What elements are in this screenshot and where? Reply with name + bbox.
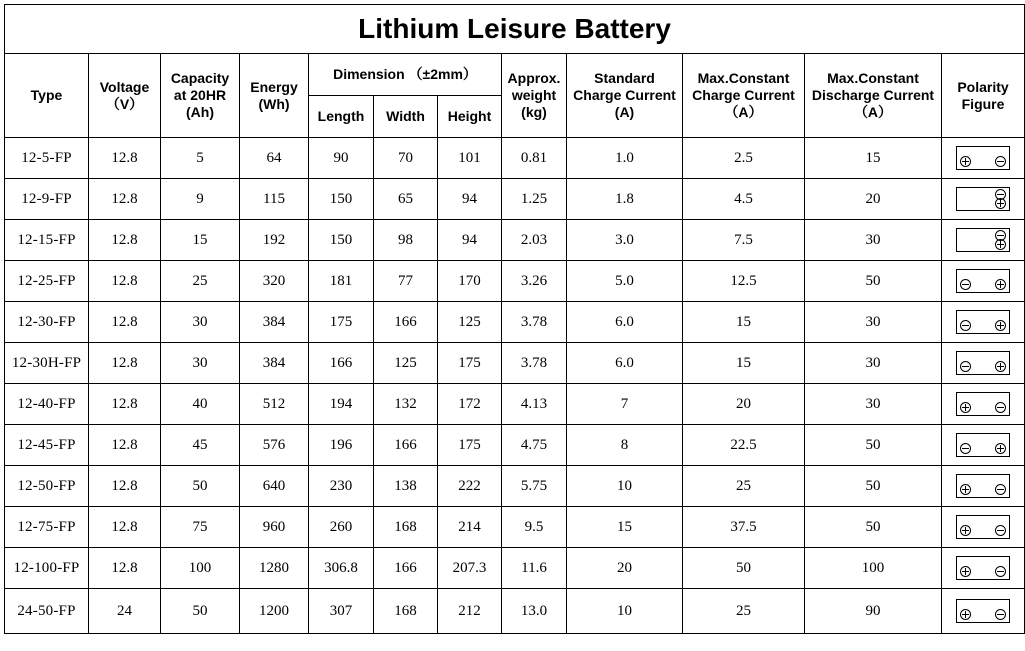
cell-energy: 1200 <box>240 589 309 634</box>
polarity-figure-icon <box>956 146 1010 170</box>
cell-width: 168 <box>374 507 438 548</box>
cell-voltage: 12.8 <box>89 220 161 261</box>
cell-std-charge: 1.0 <box>567 138 683 179</box>
polarity-figure-icon <box>956 599 1010 623</box>
negative-terminal-icon <box>960 443 971 454</box>
cell-max-discharge: 50 <box>805 507 942 548</box>
cell-type: 12-45-FP <box>5 425 89 466</box>
cell-width: 166 <box>374 425 438 466</box>
positive-terminal-icon <box>995 320 1006 331</box>
header-voltage: Voltage （V） <box>89 54 161 138</box>
cell-std-charge: 8 <box>567 425 683 466</box>
cell-height: 175 <box>438 425 502 466</box>
cell-max-discharge: 20 <box>805 179 942 220</box>
header-weight: Approx. weight (kg) <box>502 54 567 138</box>
cell-weight: 3.26 <box>502 261 567 302</box>
cell-type: 12-50-FP <box>5 466 89 507</box>
cell-length: 306.8 <box>309 548 374 589</box>
table-row <box>5 302 1025 343</box>
cell-max-discharge: 50 <box>805 261 942 302</box>
cell-length: 175 <box>309 302 374 343</box>
table-row <box>5 466 1025 507</box>
cell-type: 12-40-FP <box>5 384 89 425</box>
cell-polarity <box>942 220 1025 261</box>
cell-capacity: 15 <box>161 220 240 261</box>
table-body <box>5 138 1025 634</box>
cell-height: 175 <box>438 343 502 384</box>
polarity-figure-icon <box>956 228 1010 252</box>
table-row <box>5 261 1025 302</box>
table-row <box>5 548 1025 589</box>
cell-height: 214 <box>438 507 502 548</box>
cell-max-charge: 15 <box>683 302 805 343</box>
cell-std-charge: 10 <box>567 589 683 634</box>
cell-capacity: 25 <box>161 261 240 302</box>
positive-terminal-icon <box>995 239 1006 250</box>
cell-capacity: 45 <box>161 425 240 466</box>
cell-capacity: 5 <box>161 138 240 179</box>
polarity-figure-icon <box>956 269 1010 293</box>
table-row <box>5 138 1025 179</box>
cell-max-discharge: 30 <box>805 220 942 261</box>
cell-std-charge: 1.8 <box>567 179 683 220</box>
negative-terminal-icon <box>995 484 1006 495</box>
cell-length: 150 <box>309 179 374 220</box>
cell-weight: 4.13 <box>502 384 567 425</box>
negative-terminal-icon <box>995 525 1006 536</box>
table-row <box>5 589 1025 634</box>
cell-voltage: 24 <box>89 589 161 634</box>
cell-height: 94 <box>438 220 502 261</box>
cell-polarity <box>942 138 1025 179</box>
header-capacity: Capacity at 20HR (Ah) <box>161 54 240 138</box>
cell-std-charge: 10 <box>567 466 683 507</box>
cell-width: 132 <box>374 384 438 425</box>
cell-weight: 13.0 <box>502 589 567 634</box>
cell-energy: 512 <box>240 384 309 425</box>
cell-std-charge: 6.0 <box>567 302 683 343</box>
cell-max-discharge: 50 <box>805 425 942 466</box>
polarity-figure-icon <box>956 515 1010 539</box>
cell-height: 94 <box>438 179 502 220</box>
cell-weight: 1.25 <box>502 179 567 220</box>
cell-width: 70 <box>374 138 438 179</box>
cell-max-charge: 15 <box>683 343 805 384</box>
cell-max-charge: 25 <box>683 589 805 634</box>
polarity-figure-icon <box>956 351 1010 375</box>
cell-type: 12-75-FP <box>5 507 89 548</box>
cell-polarity <box>942 589 1025 634</box>
cell-energy: 1280 <box>240 548 309 589</box>
cell-type: 12-9-FP <box>5 179 89 220</box>
header-type: Type <box>5 54 89 138</box>
cell-weight: 9.5 <box>502 507 567 548</box>
cell-width: 166 <box>374 548 438 589</box>
cell-voltage: 12.8 <box>89 302 161 343</box>
header-energy: Energy (Wh) <box>240 54 309 138</box>
cell-weight: 0.81 <box>502 138 567 179</box>
cell-capacity: 40 <box>161 384 240 425</box>
cell-polarity <box>942 261 1025 302</box>
cell-width: 138 <box>374 466 438 507</box>
cell-voltage: 12.8 <box>89 507 161 548</box>
cell-std-charge: 5.0 <box>567 261 683 302</box>
cell-voltage: 12.8 <box>89 343 161 384</box>
cell-std-charge: 20 <box>567 548 683 589</box>
cell-height: 101 <box>438 138 502 179</box>
cell-max-charge: 7.5 <box>683 220 805 261</box>
cell-width: 125 <box>374 343 438 384</box>
cell-polarity <box>942 302 1025 343</box>
cell-width: 77 <box>374 261 438 302</box>
cell-voltage: 12.8 <box>89 548 161 589</box>
cell-polarity <box>942 384 1025 425</box>
positive-terminal-icon <box>960 525 971 536</box>
cell-weight: 3.78 <box>502 343 567 384</box>
cell-width: 168 <box>374 589 438 634</box>
cell-voltage: 12.8 <box>89 466 161 507</box>
positive-terminal-icon <box>995 361 1006 372</box>
cell-weight: 5.75 <box>502 466 567 507</box>
cell-width: 166 <box>374 302 438 343</box>
cell-height: 222 <box>438 466 502 507</box>
cell-polarity <box>942 507 1025 548</box>
cell-capacity: 100 <box>161 548 240 589</box>
cell-height: 207.3 <box>438 548 502 589</box>
polarity-figure-icon <box>956 392 1010 416</box>
cell-max-discharge: 30 <box>805 302 942 343</box>
cell-length: 194 <box>309 384 374 425</box>
header-width: Width <box>374 96 438 138</box>
cell-length: 150 <box>309 220 374 261</box>
table-row <box>5 507 1025 548</box>
cell-max-discharge: 30 <box>805 343 942 384</box>
cell-type: 12-25-FP <box>5 261 89 302</box>
cell-width: 98 <box>374 220 438 261</box>
cell-max-charge: 12.5 <box>683 261 805 302</box>
polarity-figure-icon <box>956 474 1010 498</box>
cell-max-discharge: 90 <box>805 589 942 634</box>
table-row <box>5 179 1025 220</box>
cell-energy: 192 <box>240 220 309 261</box>
cell-height: 170 <box>438 261 502 302</box>
cell-capacity: 75 <box>161 507 240 548</box>
cell-capacity: 30 <box>161 302 240 343</box>
table-row <box>5 425 1025 466</box>
negative-terminal-icon <box>995 156 1006 167</box>
cell-type: 12-100-FP <box>5 548 89 589</box>
cell-voltage: 12.8 <box>89 261 161 302</box>
cell-capacity: 30 <box>161 343 240 384</box>
cell-max-discharge: 50 <box>805 466 942 507</box>
cell-capacity: 50 <box>161 466 240 507</box>
cell-voltage: 12.8 <box>89 384 161 425</box>
table-row <box>5 343 1025 384</box>
cell-energy: 640 <box>240 466 309 507</box>
cell-weight: 3.78 <box>502 302 567 343</box>
cell-length: 260 <box>309 507 374 548</box>
positive-terminal-icon <box>960 484 971 495</box>
cell-polarity <box>942 179 1025 220</box>
cell-height: 212 <box>438 589 502 634</box>
positive-terminal-icon <box>960 402 971 413</box>
page-title: Lithium Leisure Battery <box>5 5 1025 54</box>
header-max-discharge: Max.Constant Discharge Current （A） <box>805 54 942 138</box>
polarity-figure-icon <box>956 310 1010 334</box>
cell-height: 172 <box>438 384 502 425</box>
negative-terminal-icon <box>995 566 1006 577</box>
cell-length: 90 <box>309 138 374 179</box>
cell-max-charge: 20 <box>683 384 805 425</box>
cell-capacity: 9 <box>161 179 240 220</box>
cell-energy: 64 <box>240 138 309 179</box>
header-height: Height <box>438 96 502 138</box>
positive-terminal-icon <box>960 566 971 577</box>
cell-voltage: 12.8 <box>89 138 161 179</box>
cell-voltage: 12.8 <box>89 425 161 466</box>
cell-length: 230 <box>309 466 374 507</box>
positive-terminal-icon <box>995 279 1006 290</box>
cell-weight: 2.03 <box>502 220 567 261</box>
cell-energy: 384 <box>240 343 309 384</box>
cell-type: 24-50-FP <box>5 589 89 634</box>
negative-terminal-icon <box>960 279 971 290</box>
polarity-figure-icon <box>956 556 1010 580</box>
battery-spec-table <box>4 4 1025 634</box>
cell-polarity <box>942 425 1025 466</box>
positive-terminal-icon <box>960 156 971 167</box>
cell-std-charge: 3.0 <box>567 220 683 261</box>
cell-max-charge: 50 <box>683 548 805 589</box>
cell-type: 12-15-FP <box>5 220 89 261</box>
header-max-charge: Max.Constant Charge Current （A） <box>683 54 805 138</box>
header-standard-charge: Standard Charge Current (A) <box>567 54 683 138</box>
cell-energy: 384 <box>240 302 309 343</box>
positive-terminal-icon <box>995 443 1006 454</box>
cell-polarity <box>942 466 1025 507</box>
cell-energy: 960 <box>240 507 309 548</box>
positive-terminal-icon <box>995 198 1006 209</box>
cell-max-discharge: 100 <box>805 548 942 589</box>
header-polarity: Polarity Figure <box>942 54 1025 138</box>
cell-length: 307 <box>309 589 374 634</box>
cell-length: 196 <box>309 425 374 466</box>
cell-capacity: 50 <box>161 589 240 634</box>
cell-max-discharge: 30 <box>805 384 942 425</box>
negative-terminal-icon <box>960 361 971 372</box>
cell-weight: 11.6 <box>502 548 567 589</box>
cell-energy: 115 <box>240 179 309 220</box>
table-row <box>5 220 1025 261</box>
cell-std-charge: 15 <box>567 507 683 548</box>
polarity-figure-icon <box>956 187 1010 211</box>
cell-polarity <box>942 548 1025 589</box>
header-dimension: Dimension （±2mm） <box>309 54 502 96</box>
cell-width: 65 <box>374 179 438 220</box>
cell-polarity <box>942 343 1025 384</box>
cell-weight: 4.75 <box>502 425 567 466</box>
cell-type: 12-5-FP <box>5 138 89 179</box>
cell-type: 12-30-FP <box>5 302 89 343</box>
cell-energy: 576 <box>240 425 309 466</box>
negative-terminal-icon <box>995 609 1006 620</box>
positive-terminal-icon <box>960 609 971 620</box>
cell-std-charge: 7 <box>567 384 683 425</box>
cell-max-charge: 22.5 <box>683 425 805 466</box>
table-row <box>5 384 1025 425</box>
cell-length: 166 <box>309 343 374 384</box>
header-length: Length <box>309 96 374 138</box>
cell-length: 181 <box>309 261 374 302</box>
cell-type: 12-30H-FP <box>5 343 89 384</box>
negative-terminal-icon <box>960 320 971 331</box>
negative-terminal-icon <box>995 402 1006 413</box>
cell-energy: 320 <box>240 261 309 302</box>
cell-max-charge: 4.5 <box>683 179 805 220</box>
cell-voltage: 12.8 <box>89 179 161 220</box>
cell-max-discharge: 15 <box>805 138 942 179</box>
cell-max-charge: 37.5 <box>683 507 805 548</box>
cell-max-charge: 2.5 <box>683 138 805 179</box>
cell-height: 125 <box>438 302 502 343</box>
cell-std-charge: 6.0 <box>567 343 683 384</box>
polarity-figure-icon <box>956 433 1010 457</box>
cell-max-charge: 25 <box>683 466 805 507</box>
